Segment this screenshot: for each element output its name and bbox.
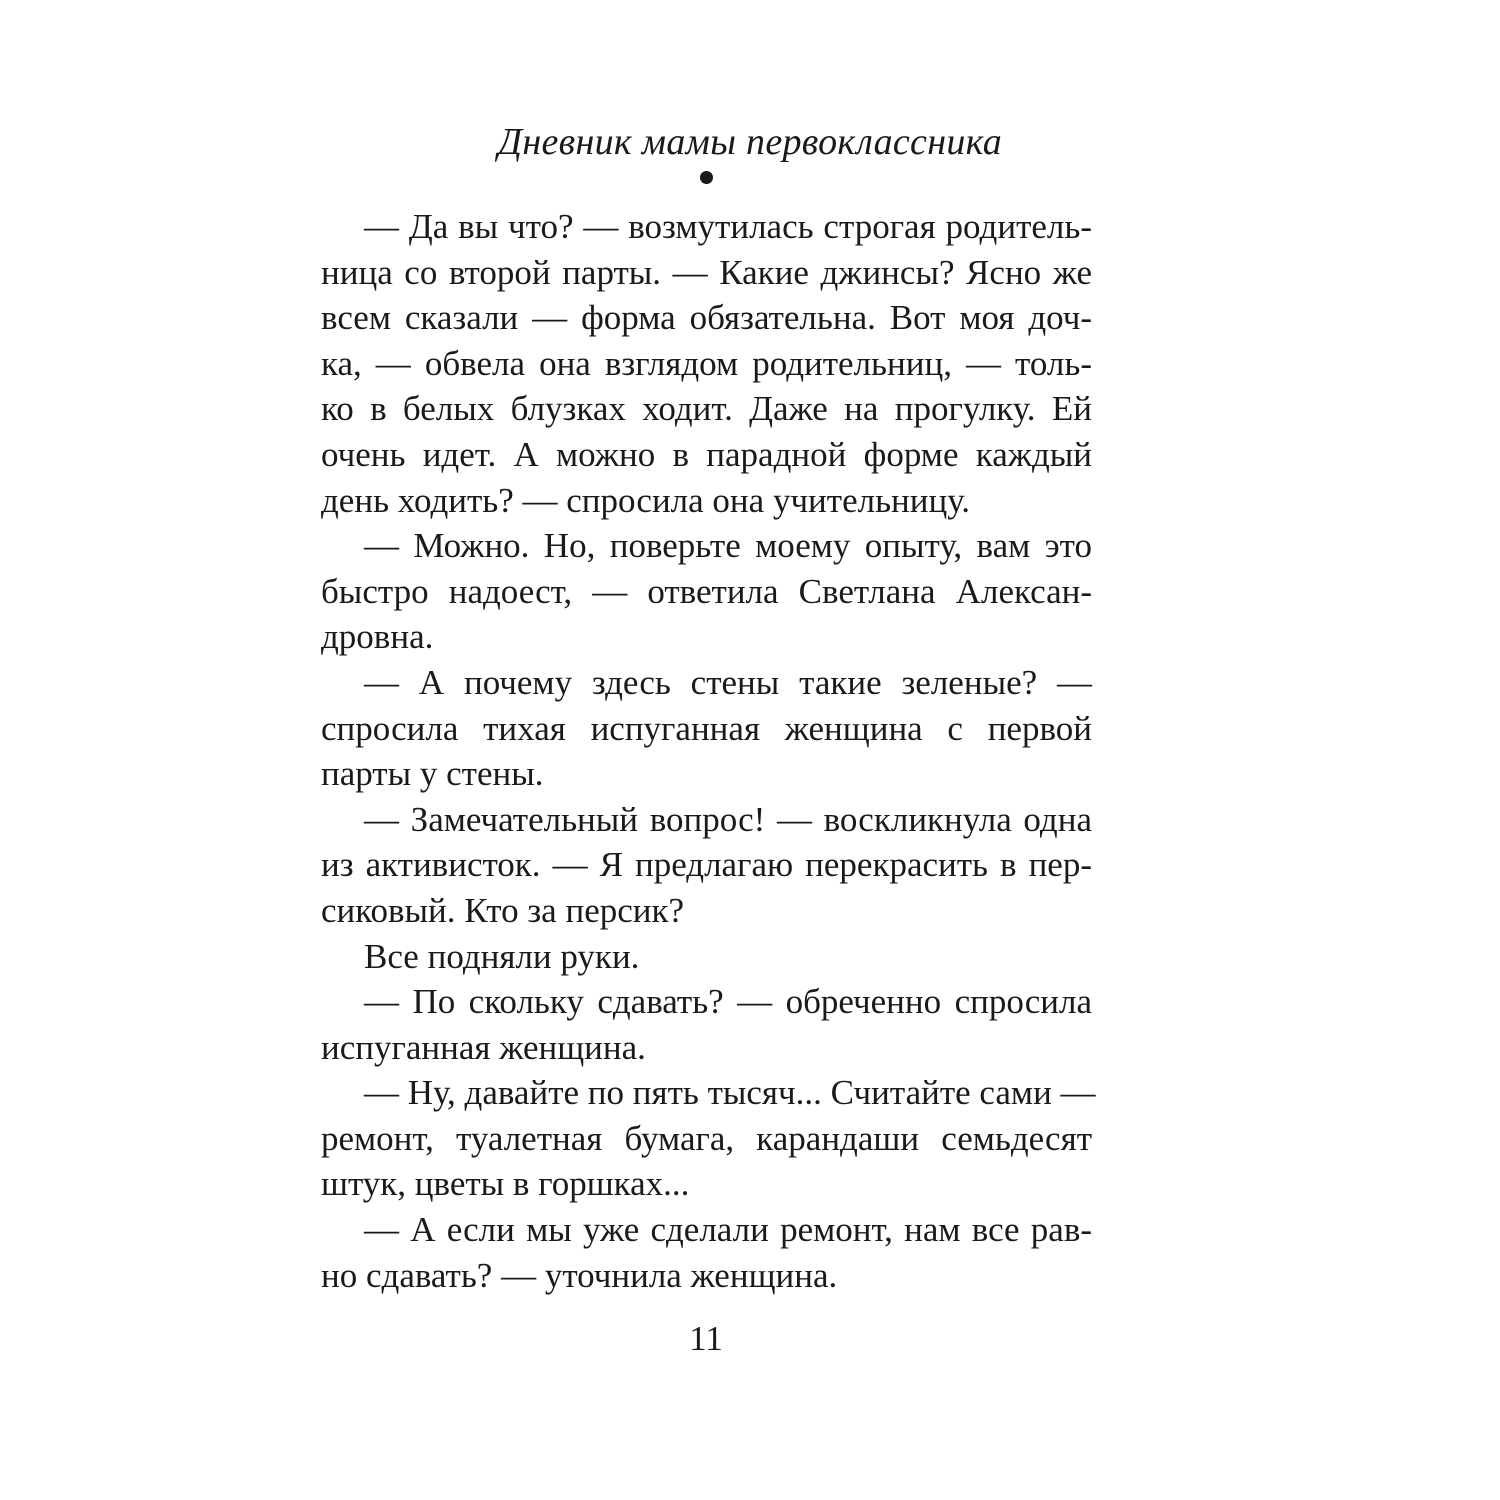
text-line: — Да вы что? — возмутилась строгая родитель- [364,207,1092,246]
text-line: — Можно. Но, поверьте моему опыту, вам это [364,526,1092,566]
text-line: Все подняли руки. [364,936,640,976]
text-line: — По скольку сдавать? — обреченно спросила [364,982,1092,1022]
text-line: — А почему здесь стены такие зеленые? — [364,662,1092,702]
text-line: дровна. [321,617,434,657]
running-head-dot-ornament [700,171,713,184]
text-line: испуганная женщина. [321,1027,646,1067]
text-line: спросила тихая испуганная женщина с первой [321,708,1092,748]
text-line: день ходить? — спросила она учительницу. [321,480,970,520]
text-line: очень идет. А можно в парадной форме каждый [321,434,1092,474]
text-line: из активисток. — Я предлагаю перекрасить в пер- [321,845,1092,885]
text-line: — А если мы уже сделали ремонт, нам все рав- [364,1210,1092,1250]
text-line: — Ну, давайте по пять тысяч... Считайте сами — [364,1073,1096,1113]
text-line: — Замечательный вопрос! — воскликнула одна [364,799,1092,839]
text-line: сиковый. Кто за персик? [321,890,685,930]
text-line: но сдавать? — уточнила женщина. [321,1255,838,1295]
text-line: парты у стены. [321,754,544,794]
text-line: штук, цветы в горшках... [321,1164,690,1204]
body-text [321,204,1096,1298]
text-line: ка, — обвела она взглядом родительниц, — толь- [321,343,1092,383]
text-line: быстро надоест, — ответила Светлана Алексан- [321,571,1092,611]
text-line: ница со второй парты. — Какие джинсы? Ясно же [321,252,1092,292]
text-line: ко в белых блузках ходит. Даже на прогулку. Ей [321,389,1092,429]
page-number: 11 [689,1319,723,1358]
running-head: Дневник мамы первоклассника [497,121,1003,163]
text-line: ремонт, туалетная бумага, карандаши семьдесят [321,1118,1092,1158]
text-line: всем сказали — форма обязательна. Вот моя доч- [321,298,1092,338]
